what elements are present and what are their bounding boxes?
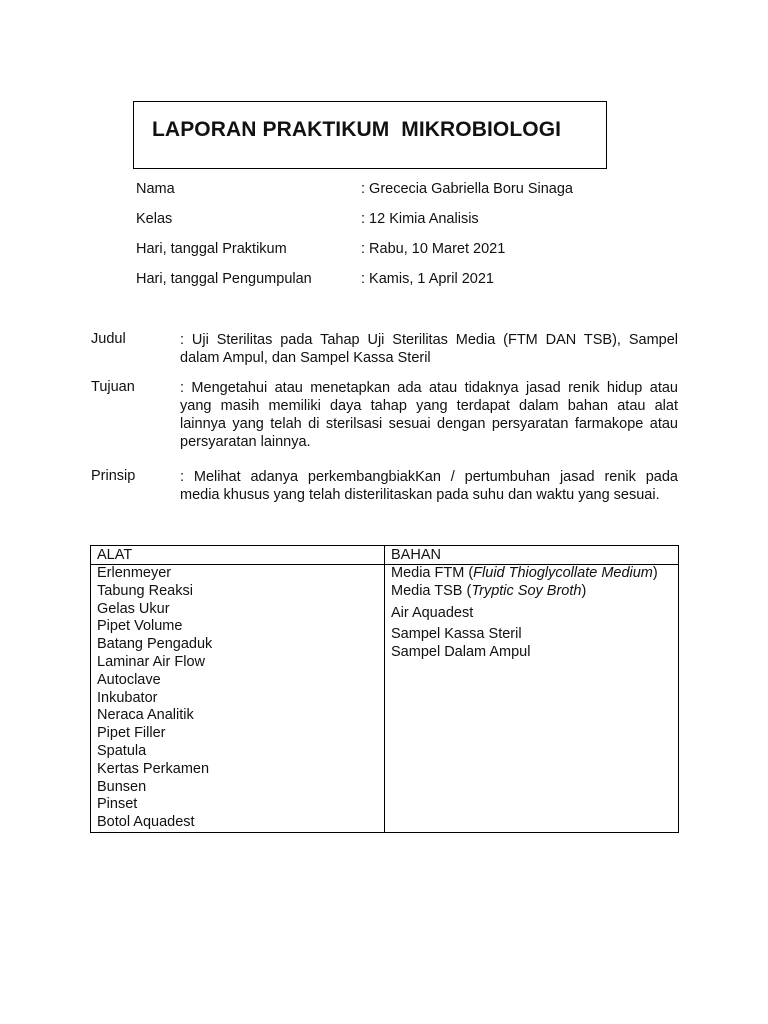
alat-item: Neraca Analitik: [97, 707, 194, 724]
tujuan-label: Tujuan: [91, 379, 135, 395]
bahan-prefix: Sampel Dalam Ampul: [391, 644, 531, 661]
bahan-prefix: Air Aquadest: [391, 604, 474, 621]
bahan-italic: Fluid Thioglycollate Medium: [473, 565, 653, 581]
info-label-kelas: Kelas: [136, 211, 173, 227]
info-label-nama: Nama: [136, 181, 175, 197]
alat-item: Pinset: [97, 796, 138, 813]
tujuan-line: persyaratan lainnya.: [180, 434, 311, 450]
info-label-tanggal-pengumpulan: Hari, tanggal Pengumpulan: [136, 271, 312, 287]
judul-label: Judul: [91, 331, 126, 347]
bahan-prefix: Media TSB (: [391, 582, 472, 599]
alat-item: Bunsen: [97, 778, 147, 795]
bahan-item: [391, 605, 672, 623]
prinsip-text: [180, 468, 678, 504]
bahan-suffix: ): [652, 565, 658, 581]
alat-item: Batang Pengaduk: [97, 636, 213, 653]
bahan-prefix: Media FTM (: [391, 565, 474, 581]
info-label-tanggal-praktikum: Hari, tanggal Praktikum: [136, 241, 287, 257]
bahan-item: [391, 626, 672, 644]
judul-text: [180, 331, 678, 367]
alat-item: Spatula: [97, 742, 147, 759]
bahan-suffix: ): [581, 582, 587, 599]
info-value-kelas: : 12 Kimia Analisis: [361, 211, 479, 227]
alat-item: Erlenmeyer: [97, 565, 172, 581]
alat-header: ALAT: [91, 546, 385, 565]
prinsip-label: Prinsip: [91, 468, 136, 484]
bahan-item: [391, 583, 672, 601]
table-header-row: [91, 546, 679, 565]
alat-item: Pipet Volume: [97, 618, 183, 635]
prinsip-line: media khusus yang telah disterilitaskan pada suhu dan waktu yang sesuai.: [180, 487, 660, 503]
title-box: [133, 101, 607, 169]
bahan-prefix: Sampel Kassa Steril: [391, 626, 522, 643]
alat-item: Gelas Ukur: [97, 600, 170, 617]
judul-line: dalam Ampul, dan Sampel Kassa Steril: [180, 350, 431, 366]
report-title: LAPORAN PRAKTIKUM MIKROBIOLOGI: [152, 118, 562, 141]
alat-item: Pipet Filler: [97, 725, 166, 742]
judul-line: : Uji Sterilitas pada Tahap Uji Sterilitas Media (FTM DAN TSB), Sampel: [180, 332, 678, 348]
info-value-tanggal-pengumpulan: : Kamis, 1 April 2021: [361, 271, 494, 287]
bahan-list: [385, 565, 679, 833]
bahan-italic: Tryptic Soy Broth: [471, 582, 582, 599]
prinsip-line: : Melihat adanya perkembangbiakKan / pertumbuhan jasad renik pada: [180, 469, 678, 485]
bahan-item: [391, 565, 672, 583]
alat-list: [91, 565, 385, 833]
bahan-header: BAHAN: [385, 546, 679, 565]
table-body-row: [91, 565, 679, 833]
info-value-nama: : Grececia Gabriella Boru Sinaga: [361, 181, 573, 197]
alat-bahan-table: [90, 545, 679, 833]
alat-item: Laminar Air Flow: [97, 653, 205, 670]
tujuan-line: yang masih memiliki daya tahap yang terdapat dalam bahan atau alat: [180, 398, 678, 414]
alat-item: Autoclave: [97, 671, 161, 688]
info-value-tanggal-praktikum: : Rabu, 10 Maret 2021: [361, 241, 506, 257]
alat-item: Inkubator: [97, 689, 158, 706]
alat-item: Botol Aquadest: [97, 814, 195, 831]
alat-item: Kertas Perkamen: [97, 760, 210, 777]
bahan-item: [391, 644, 672, 662]
alat-item: Tabung Reaksi: [97, 582, 193, 599]
tujuan-line: lainnya yang telah di sterilsasi sesuai dengan persyaratan farmakope atau: [180, 416, 678, 432]
tujuan-text: [180, 379, 678, 451]
tujuan-line: : Mengetahui atau menetapkan ada atau tidaknya jasad renik hidup atau: [180, 380, 678, 396]
